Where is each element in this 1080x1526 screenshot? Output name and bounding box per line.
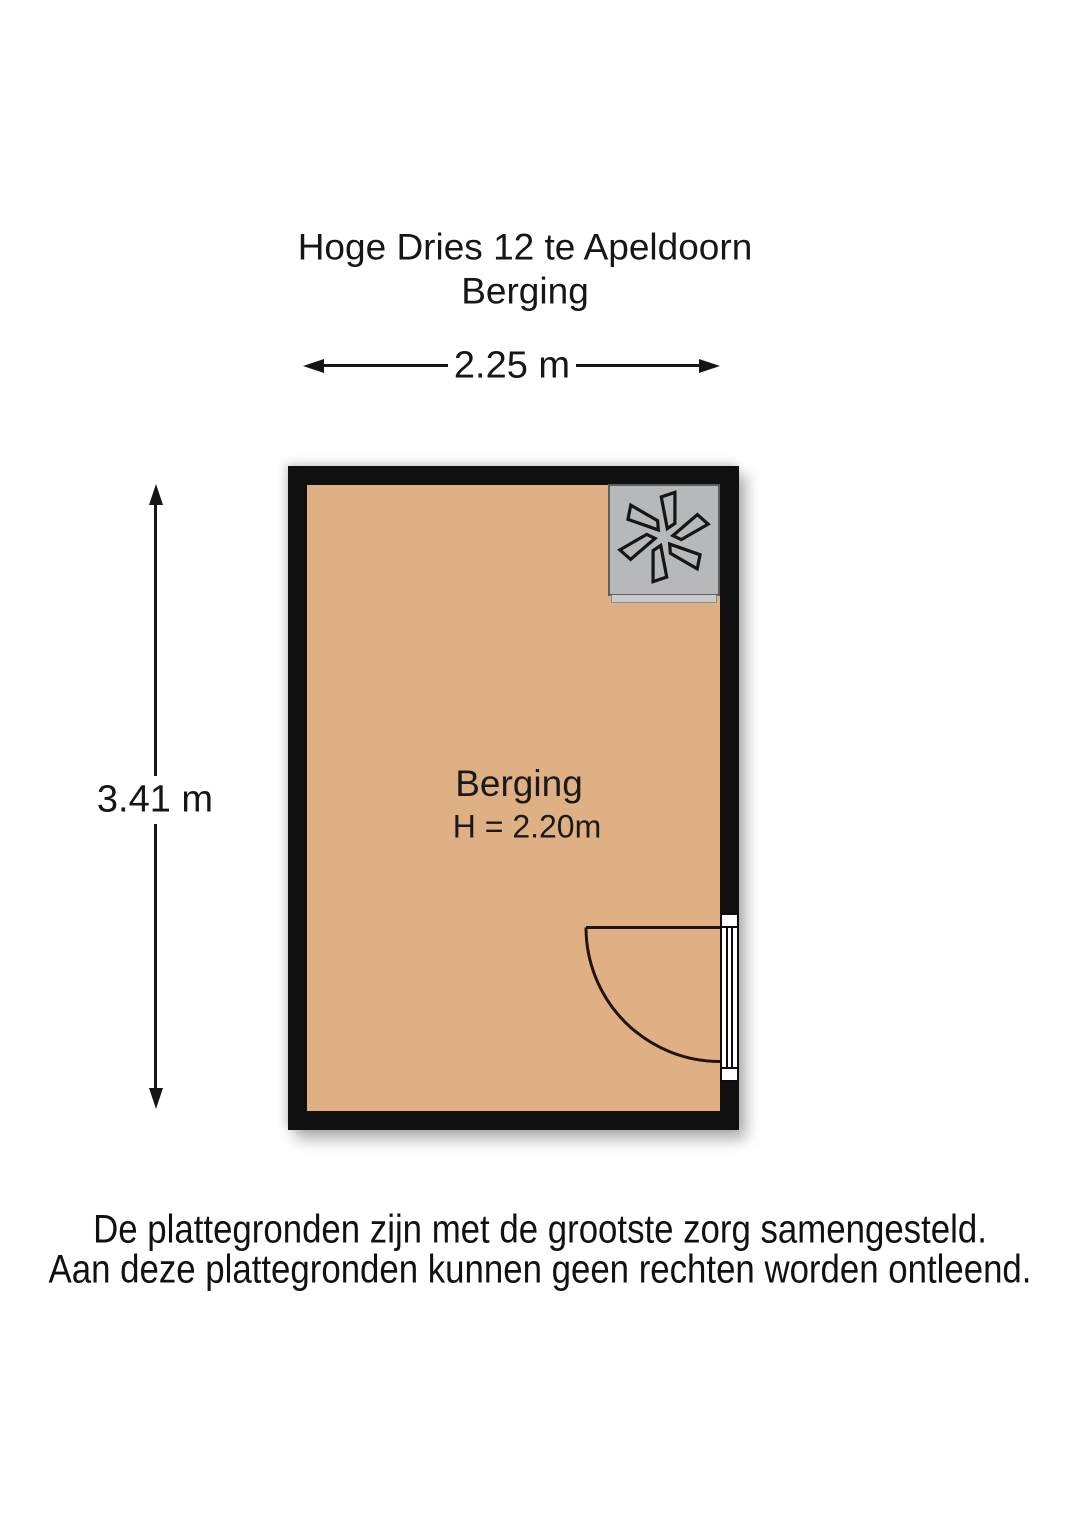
dimension-line [154, 503, 157, 776]
room-name-label: Berging [455, 763, 583, 804]
dimension-line [576, 364, 702, 367]
dimension-arrow-up-icon [149, 484, 163, 505]
dimension-arrow-down-icon [149, 1088, 163, 1109]
dimension-line [321, 364, 448, 367]
height-dimension-label: 3.41 m [96, 778, 214, 821]
disclaimer-line-1: De plattegronden zijn met de grootste zorg samengesteld. [93, 1207, 987, 1252]
dimension-line [154, 824, 157, 1090]
dimension-arrow-right-icon [699, 359, 720, 373]
room-ceiling-height-label: H = 2.20m [452, 808, 602, 845]
page-subtitle: Berging [461, 270, 589, 312]
disclaimer-line-2: Aan deze plattegronden kunnen geen rechten worden ontleend. [48, 1247, 1032, 1292]
page-title: Hoge Dries 12 te Apeldoorn [297, 226, 753, 268]
width-dimension-label: 2.25 m [453, 344, 571, 387]
